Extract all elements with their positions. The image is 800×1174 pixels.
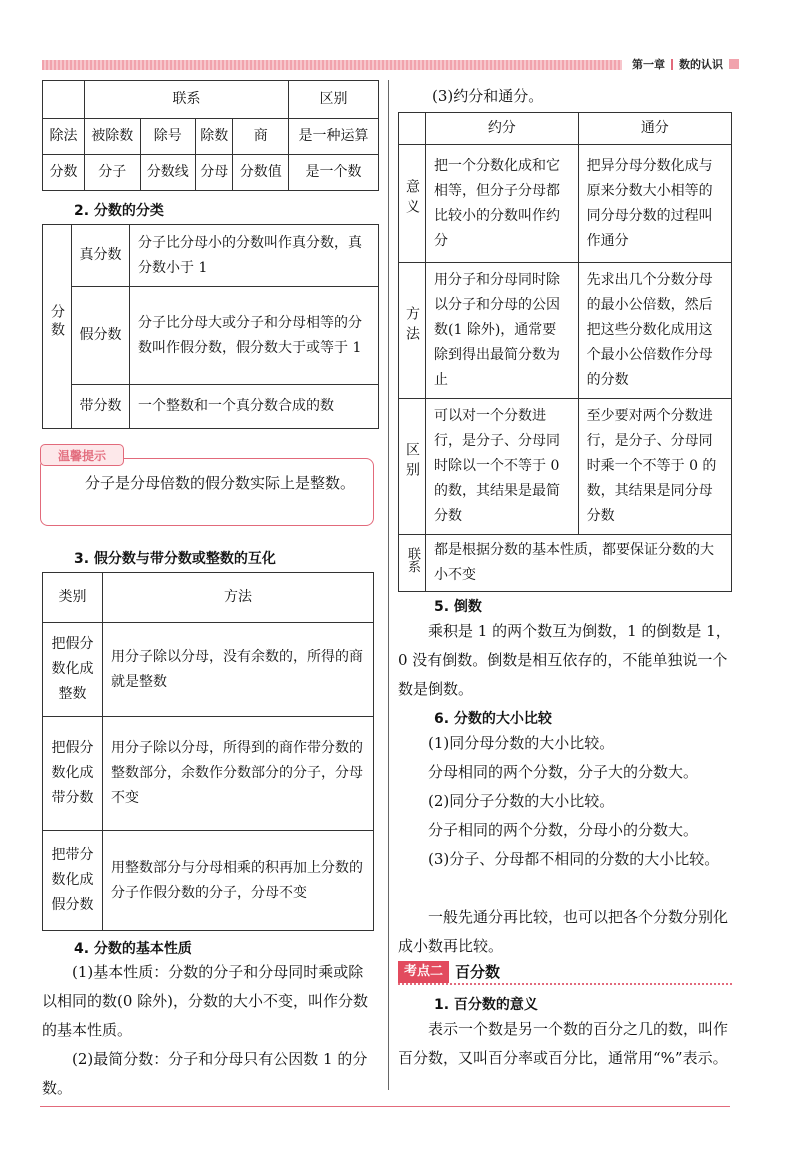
row-label xyxy=(399,535,426,592)
cell: 是一种运算 xyxy=(289,119,379,155)
cell: 分数值 xyxy=(233,155,289,191)
classification-table xyxy=(42,224,379,429)
row-label-text: 区别 xyxy=(404,442,420,482)
header-separator xyxy=(671,59,673,70)
cell-a: 把一个分数化成和它相等，但分子分母都比较小的分数叫作约分 xyxy=(426,145,579,263)
paragraph: (2)最简分数：分子和分母只有公因数 1 的分数。 xyxy=(42,1050,368,1097)
cell-b: 把异分母分数化成与原来分数大小相等的同分母分数的过程叫作通分 xyxy=(578,145,731,263)
corner-cell xyxy=(399,113,426,145)
cell: 商 xyxy=(233,119,289,155)
cell: 分数线 xyxy=(140,155,196,191)
cell: 分母 xyxy=(196,155,233,191)
kaodian-underline xyxy=(398,983,732,985)
cell-b: 先求出几个分数分母的最小公倍数，然后把这些分数化成用这个最小公倍数作分母的分数 xyxy=(578,263,731,399)
table-row xyxy=(43,225,379,287)
row-label: 分数 xyxy=(43,155,85,191)
column-divider xyxy=(388,80,389,1090)
group-text: 分数 xyxy=(49,303,65,340)
cell: 除数 xyxy=(196,119,233,155)
type-cell: 带分数 xyxy=(72,385,130,429)
chapter-label: 第一章 xyxy=(632,58,665,71)
group-label xyxy=(43,225,72,429)
row-label xyxy=(399,399,426,535)
tip-box xyxy=(40,458,374,526)
table-row xyxy=(399,535,732,592)
head-diff: 区别 xyxy=(289,81,379,119)
reduce-common-table xyxy=(398,112,732,592)
kaodian-title: 百分数 xyxy=(455,963,501,981)
type-cell: 假分数 xyxy=(72,287,130,385)
cell-b: 至少要对两个分数进行，是分子、分母同时乘一个不等于 0 的数，其结果是同分母分数 xyxy=(578,399,731,535)
cell-a: 可以对一个分数进行，是分子、分母同时除以一个不等于 0 的数，其结果是最简分数 xyxy=(426,399,579,535)
row-label-text: 方法 xyxy=(404,306,420,346)
method-cell: 用分子除以分母，没有余数的，所得的商就是整数 xyxy=(103,623,374,717)
section-title: 6. 分数的大小比较 xyxy=(434,711,552,727)
table-row xyxy=(43,385,379,429)
link-cell: 都是根据分数的基本性质，都要保证分数的大小不变 xyxy=(426,535,732,592)
desc-cell: 一个整数和一个真分数合成的数 xyxy=(130,385,379,429)
table-row xyxy=(399,399,732,535)
cell: 除号 xyxy=(140,119,196,155)
table-row xyxy=(43,119,379,155)
head-link: 联系 xyxy=(85,81,289,119)
method-cell: 用整数部分与分母相乘的积再加上分数的分子作假分数的分子，分母不变 xyxy=(103,831,374,931)
paragraph: (2)同分子分数的大小比较。 xyxy=(428,792,615,810)
method-cell: 用分子除以分母，所得到的商作带分数的整数部分，余数作分数部分的分子，分母不变 xyxy=(103,717,374,831)
section-title: 4. 分数的基本性质 xyxy=(74,941,192,957)
section-title: 5. 倒数 xyxy=(434,599,482,615)
tip-text: 分子是分母倍数的假分数实际上是整数。 xyxy=(85,474,356,492)
paragraph: 乘积是 1 的两个数互为倒数，1 的倒数是 1，0 没有倒数。倒数是相互依存的，不能单独说一个数是倒数。 xyxy=(398,622,731,698)
row-label-text: 意义 xyxy=(404,179,420,219)
table-row xyxy=(43,623,374,717)
tip-label: 温馨提示 xyxy=(40,444,124,466)
section-title: 3. 假分数与带分数或整数的互化 xyxy=(74,551,276,567)
row-label xyxy=(399,263,426,399)
table-row xyxy=(43,155,379,191)
head-method: 方法 xyxy=(103,573,374,623)
paragraph: (1)基本性质：分数的分子和分母同时乘或除以相同的数(0 除外)，分数的大小不变，叫作分数的基本性质。 xyxy=(42,963,369,1039)
desc-cell: 分子比分母小的分数叫作真分数，真分数小于 1 xyxy=(130,225,379,287)
table-row xyxy=(399,145,732,263)
head-a: 约分 xyxy=(426,113,579,145)
table-row xyxy=(43,287,379,385)
row-label xyxy=(399,145,426,263)
paragraph: 分母相同的两个分数，分子大的分数大。 xyxy=(428,763,699,781)
row-label-text: 联系 xyxy=(405,546,420,573)
paragraph: 分子相同的两个分数，分母小的分数大。 xyxy=(428,821,699,839)
kaodian-heading xyxy=(398,961,500,983)
cell: 被除数 xyxy=(85,119,141,155)
type-cell: 真分数 xyxy=(72,225,130,287)
cell: 是一个数 xyxy=(289,155,379,191)
paragraph: 一般先通分再比较，也可以把各个分数分别化成小数再比较。 xyxy=(398,908,729,955)
header-stripe xyxy=(42,60,622,70)
table-row xyxy=(399,263,732,399)
header-square-icon xyxy=(729,59,739,69)
section-title: 1. 百分数的意义 xyxy=(434,997,538,1013)
type-cell: 把假分数化成整数 xyxy=(43,623,103,717)
type-cell: 把带分数化成假分数 xyxy=(43,831,103,931)
kaodian-tag: 考点二 xyxy=(398,961,449,983)
division-fraction-table xyxy=(42,80,379,191)
type-cell: 把假分数化成带分数 xyxy=(43,717,103,831)
running-header xyxy=(632,54,739,74)
cell-a: 用分子和分母同时除以分子和分母的公因数(1 除外)，通常要除到得出最简分数为止 xyxy=(426,263,579,399)
chapter-title: 数的认识 xyxy=(679,58,723,71)
row-label: 除法 xyxy=(43,119,85,155)
cell: 分子 xyxy=(85,155,141,191)
conversion-table xyxy=(42,572,374,931)
paragraph: (3)分子、分母都不相同的分数的大小比较。 xyxy=(428,850,720,868)
head-b: 通分 xyxy=(578,113,731,145)
paragraph: (1)同分母分数的大小比较。 xyxy=(428,734,615,752)
desc-cell: 分子比分母大或分子和分母相等的分数叫作假分数，假分数大于或等于 1 xyxy=(130,287,379,385)
footer-rule xyxy=(40,1106,730,1107)
subsection-caption: (3)约分和通分。 xyxy=(432,87,544,105)
head-type: 类别 xyxy=(43,573,103,623)
table-row xyxy=(43,717,374,831)
section-title: 2. 分数的分类 xyxy=(74,203,164,219)
table-row xyxy=(43,831,374,931)
corner-cell xyxy=(43,81,85,119)
paragraph: 表示一个数是另一个数的百分之几的数，叫作百分数，又叫百分率或百分比，通常用“%”表示。 xyxy=(398,1020,729,1067)
